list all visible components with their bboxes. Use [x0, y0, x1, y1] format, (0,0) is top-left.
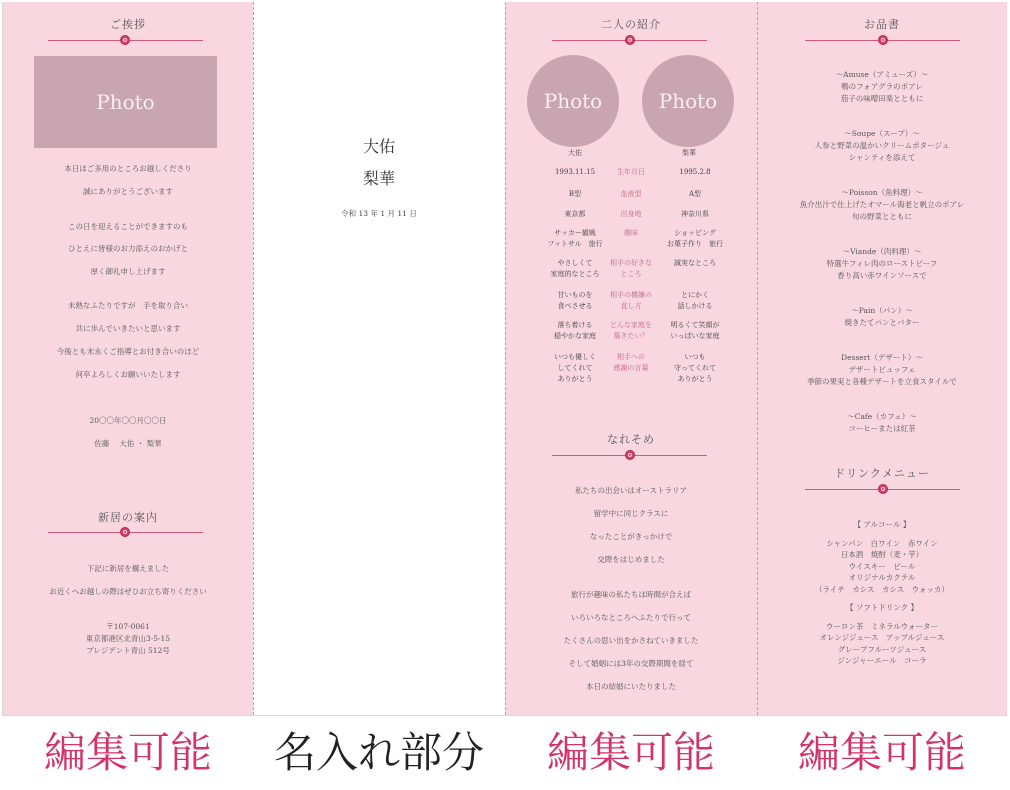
caption-editable: 編集可能: [797, 728, 966, 777]
profile-mid-cell: [603, 320, 659, 342]
profile-cell-line: 相手の好きな: [610, 259, 652, 267]
profile-cell-line: サッカー観戦: [554, 229, 596, 237]
intro-title: 二人の紹介: [601, 18, 661, 31]
drink-line: シャンパン 白ワイン 赤ワイン: [826, 538, 938, 548]
profile-cell-line: A型: [688, 190, 702, 198]
menu-line: ～Poisson（魚料理）～: [841, 188, 923, 197]
wedding-date[interactable]: 令和 13 年 1 月 11 日: [341, 209, 417, 218]
profile-mid-cell: [603, 209, 659, 220]
profile-cell-line: 食べさせる: [557, 302, 593, 310]
profile-cell-line: 1995.2.8: [679, 168, 711, 176]
story-line: 交際をはじめました: [597, 555, 665, 564]
profile-cell-line: いつも優しく: [554, 353, 596, 361]
profile-cell-line: 感謝の言葉: [613, 364, 649, 372]
drink-line: オリジナルカクテル: [848, 573, 916, 582]
profile-cell-line: フットサル 旅行: [547, 240, 603, 248]
story-line: たくさんの思い出をかさねていきました: [563, 636, 699, 645]
greeting-names: 佐藤 大佑 ・ 梨華: [94, 439, 162, 448]
profile-cell-line: ありがとう: [677, 375, 713, 383]
profile-cell-line: 相手への: [617, 353, 645, 361]
greeting-line: ひとえに皆様のお力添えのおかげと: [68, 244, 188, 253]
profile-cell-line: 生年月日: [617, 168, 645, 176]
greeting-line: 未熟なふたりですが 手を取り合い: [68, 301, 188, 310]
menu-line: ～Amuse（アミューズ）～: [835, 70, 929, 79]
story-line: 留学中に同じクラスに: [593, 509, 669, 518]
rose-icon: [625, 450, 635, 460]
profile-cell-line: お菓子作り 旅行: [667, 240, 723, 248]
story-line: 旅行が趣味の私たちは時間が合えば: [571, 590, 691, 599]
profile-cell-line: 穏やかな家庭: [554, 332, 596, 340]
menu-line: シャンティを添えて: [848, 153, 916, 162]
address-line: プレジデント青山 512号: [86, 646, 170, 655]
profile-right-cell: [655, 228, 735, 250]
profile-cell-line: B型: [568, 190, 582, 198]
address-line: 〒107-0061: [106, 622, 150, 631]
rose-icon: [625, 35, 635, 45]
profile-cell-line: 明るくて笑顔が: [670, 321, 720, 329]
menu-line: 季節の果実と各種デザートを立食スタイルで: [807, 377, 957, 386]
profile-cell-line: 1993.11.15: [554, 168, 596, 176]
greeting-line: この日を迎えることができますのも: [68, 222, 188, 231]
menu-line: ～Cafe（カフェ）～: [847, 412, 917, 421]
profile-cell-line: ショッピング: [674, 229, 716, 237]
profile-cell-line: 直し方: [620, 302, 642, 310]
profile-right-cell: [655, 189, 735, 200]
profile-right-cell: [655, 352, 735, 385]
drink-line: オレンジジュース アップルジュース: [819, 633, 945, 642]
home-line: 下記に新居を構えました: [86, 564, 170, 573]
drink-line: 【 アルコール 】: [853, 520, 911, 529]
drink-line: 【 ソフトドリンク 】: [845, 603, 919, 612]
groom-name[interactable]: 大佑: [362, 137, 395, 156]
profile-cell-line: いつも: [684, 353, 706, 361]
profile-cell-line: 東京都: [564, 210, 586, 218]
profile-cell-line: いっぱいな家庭: [670, 332, 720, 340]
drink-line: グレープフルーツジュース: [837, 644, 927, 654]
greeting-line: 厚く御礼申し上げます: [90, 267, 166, 276]
home-line: お近くへお越しの際はぜひお立ち寄りください: [49, 587, 207, 596]
menu-line: 茄子の味噌田楽とともに: [840, 94, 924, 103]
drink-line: ウーロン茶 ミネラルウォーター: [826, 621, 938, 631]
profile-cell-line: ところ: [620, 270, 642, 278]
caption-editable: 編集可能: [546, 728, 715, 777]
menu-line: 焼きたてパンとバター: [844, 318, 920, 327]
fold-line: [253, 2, 254, 715]
menu-line: 人参と野菜の温かいクリームポタージュ: [814, 141, 950, 150]
profile-mid-cell: [603, 189, 659, 200]
menu-title: お品書: [864, 18, 900, 31]
profile-cell-line: とにかく: [681, 291, 709, 299]
address-line: 東京都港区北青山3-5-15: [85, 634, 171, 643]
photo-label: Photo: [658, 89, 718, 113]
profile-cell-line: 家庭的なところ: [550, 270, 600, 278]
profile-cell-line: してくれて: [557, 364, 593, 372]
caption-name-area: 名入れ部分: [273, 728, 484, 777]
greeting-date: 20〇〇年〇〇月〇〇日: [89, 416, 167, 425]
photo-placeholder[interactable]: [34, 56, 217, 148]
groom-caption: 大佑: [568, 149, 582, 157]
profile-cell-line: 守ってくれて: [674, 364, 716, 372]
profile-right-cell: [655, 167, 735, 178]
profile-cell-line: 落ち着ける: [557, 321, 593, 329]
profile-cell-line: 相手の機嫌の: [610, 291, 652, 299]
greeting-line: 何卒よろしくお願いいたします: [75, 370, 181, 379]
photo-label: Photo: [543, 89, 603, 113]
panel-greeting: [3, 2, 253, 715]
profile-right-cell: [655, 209, 735, 220]
story-line: いろいろなところへふたりで行って: [571, 613, 691, 622]
rose-icon: [120, 527, 130, 537]
profile-right-cell: [655, 320, 735, 342]
menu-line: 鴨のフォアグラのポアレ: [841, 82, 923, 91]
profile-mid-cell: [603, 258, 659, 280]
panel-introduction: [505, 2, 757, 715]
drink-line: （ライチ カシス カシス ウォッカ）: [814, 584, 950, 594]
profile-cell-line: 甘いものを: [557, 291, 593, 299]
profile-cell-line: 話しかける: [677, 302, 713, 310]
menu-line: ～Soupe（スープ）～: [844, 129, 920, 138]
profile-cell-line: ありがとう: [557, 375, 593, 383]
profile-mid-cell: [603, 352, 659, 374]
rose-icon: [878, 35, 888, 45]
greeting-line: 共に歩んでいきたいと思います: [75, 324, 181, 333]
menu-line: 魚介出汁で仕上げたオマール海老と帆立のポアレ: [799, 200, 965, 209]
drink-line: 日本酒 焼酎（麦・芋）: [840, 550, 924, 559]
profile-cell-line: 築きたい？: [613, 332, 649, 340]
profile-mid-cell: [603, 290, 659, 312]
story-line: なったことがきっかけで: [589, 532, 673, 541]
drink-title: ドリンクメニュー: [834, 467, 930, 480]
menu-line: 香り高い赤ワインソースで: [837, 271, 927, 280]
bride-caption: 梨華: [682, 149, 696, 157]
panel-name-area: [253, 2, 505, 715]
menu-line: 旬の野菜とともに: [852, 212, 912, 221]
menu-line: Dessert（デザート）～: [841, 353, 923, 362]
bride-photo[interactable]: [642, 55, 734, 147]
fold-line: [757, 2, 758, 715]
profile-cell-line: 血液型: [620, 190, 642, 198]
menu-line: コーヒーまたは紅茶: [848, 424, 916, 433]
profile-cell-line: 誠実なところ: [674, 259, 716, 267]
drink-line: ウイスキー ビール: [848, 561, 916, 571]
caption-editable: 編集可能: [43, 728, 212, 777]
bride-name[interactable]: 梨華: [362, 169, 395, 188]
profile-cell-line: どんな家庭を: [610, 321, 652, 329]
profile-cell-line: 趣味: [624, 229, 638, 237]
menu-line: デザートビュッフェ: [848, 365, 916, 374]
greeting-line: 誠にありがとうございます: [83, 187, 173, 196]
rose-icon: [120, 35, 130, 45]
greeting-line: 本日はご多用のところお越しくださり: [64, 164, 192, 173]
profile-right-cell: [655, 290, 735, 312]
panel-menu: [757, 2, 1007, 715]
story-line: 私たちの出会いはオーストラリア: [574, 486, 688, 495]
drink-line: ジンジャーエール コーラ: [837, 656, 927, 665]
profile-cell-line: 出身地: [620, 210, 642, 218]
groom-photo[interactable]: [527, 55, 619, 147]
home-title: 新居の案内: [98, 511, 158, 524]
profile-cell-line: やさしくて: [557, 259, 593, 267]
menu-line: ～Viande（肉料理）～: [842, 247, 922, 256]
photo-label: Photo: [96, 90, 155, 114]
profile-right-cell: [655, 258, 735, 269]
greeting-title: ご挨拶: [110, 18, 146, 31]
menu-line: 特選牛フィレ肉のローストビーフ: [826, 259, 938, 268]
story-line: 本日の結婚にいたりました: [586, 682, 676, 691]
rose-icon: [878, 484, 888, 494]
greeting-line: 今後とも末永くご指導とお付き合いのほど: [56, 347, 200, 356]
profile-mid-cell: [603, 167, 659, 178]
fold-line: [505, 2, 506, 715]
story-line: そして婚姻には3年の交際期間を経て: [568, 659, 694, 668]
profile-mid-cell: [603, 228, 659, 239]
story-title: なれそめ: [607, 433, 655, 446]
profile-cell-line: 神奈川県: [681, 210, 709, 218]
menu-line: ～Pain（パン）～: [851, 306, 913, 315]
